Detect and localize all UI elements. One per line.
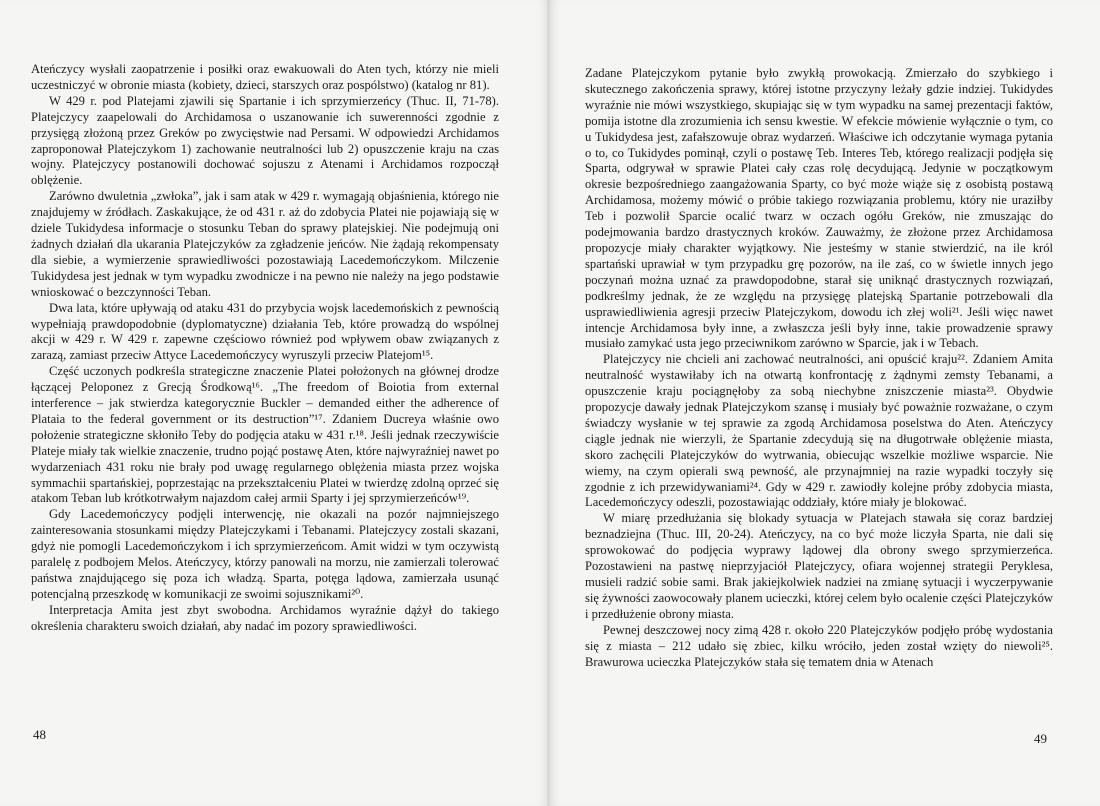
paragraph: W miarę przedłużania się blokady sytuacja w Platejach stawała się coraz bardziej beznadziejna (Thuc. III, 20-24). Ateńczycy, na co być może liczyła Sparta, nie dali się sprowokować do podjęcia wyprawy lądowej dla obrony swego sprzymierzeńca. Pozostawieni na pastwę nieprzyjaciół Platejczycy, ofiara wojennej strategii Peryklesa, musieli radzić sobie sami. Brak jakiejkolwiek nadziei na zmianę sytuacji i wyczerpywanie się żywności zaowocowały planem ucieczki, której celem było ocalenie części Platejczyków i przedłużenie obrony miasta. <box>585 511 1053 621</box>
paragraph: Platejczycy nie chcieli ani zachować neutralności, ani opuścić kraju²². Zdaniem Amita neutralność wystawiłaby ich na otwartą konfrontację z żądnymi zemsty Tebanami, a opuszczenie kraju pociągnęłoby za sobą niechybne zniszczenie miasta²³. Obydwie propozycje dawały jednak Platejczykom szansę i musiały być poważnie rozważane, o czym świadczy wysłanie w tej sprawie za zgodą Archidamosa poselstwa do Aten. Ateńczycy ciągle jednak nie wierzyli, że Spartanie zdecydują się na długotrwałe oblężenie miasta, skoro zachęcili Platejczyków do wytrwania, obiecując wszelkie możliwe wsparcie. Nie wiemy, na czym opierali swą pewność, ale przynajmniej na razie wypadki toczyły się zgodnie z ich przewidywaniami²⁴. Gdy w 429 r. zawiodły kolejne próby zdobycia miasta, Lacedemończycy odeszli, pozostawiając oddziały, które miały je blokować. <box>585 352 1053 510</box>
paragraph: Dwa lata, które upływają od ataku 431 do przybycia wojsk lacedemońskich z pewnością wypełniają prawdopodobnie (dyplomatyczne) działania Teb, które prowadzą do wspólnej akcji w 429 r. W 429 r. zapewne częściowo również pod wpływem obaw związanych z zarazą, zamiast przeciw Attyce Lacedemończycy wyruszyli przeciw Platejom¹⁵. <box>31 300 499 363</box>
paragraph: W 429 r. pod Platejami zjawili się Spartanie i ich sprzymierzeńcy (Thuc. II, 71-78). Platejczycy zaapelowali do Archidamosa o uszanowanie ich suwerenności zgodnie z przysięgą złożoną przez Greków po zwycięstwie nad Persami. W odpowiedzi Archidamos zaproponował Platejczykom 1) zachowanie neutralności lub 2) opuszczenie kraju na czas wojny. Platejczycy postanowili dochować sojuszu z Atenami i Archidamos rozpoczął oblężenie. <box>31 93 499 188</box>
book-gutter <box>547 0 550 806</box>
paragraph: Zadane Platejczykom pytanie było zwykłą prowokacją. Zmierzało do szybkiego i skutecznego zakończenia sprawy, której istotne przyczyny leżały gdzie indziej. Tukidydes wyraźnie nie mówi wszystkiego, skupiając się w tym wypadku na samej prezentacji faktów, pomija istotne dla zrozumienia ich sensu kwestie. W efekcie mówienie wyłącznie o tym, co u Tukidydesa jest, zafałszowuje obraz wydarzeń. Właściwe ich odczytanie wymaga pytania o to, co Tukidydes pominął, czyli o postawę Teb. Interes Teb, którego realizacji podjęła się Sparta, odgrywał w sprawie Platei cały czas rolę decydującą. Jedynie w początkowym okresie bezpośredniego zaangażowania Sparty, co być może wiąże się z osobistą postawą Archidamosa, możemy mówić o próbie takiego rozwiązania problemu, który nie uraziłby Teb i pozwolił Sparcie ocalić twarz w oczach ogółu Greków, nie zmuszając do podejmowania bardzo drastycznych kroków. Zauważmy, że złożone przez Archidamosa propozycje miały charakter wyjątkowy. Nie jesteśmy w stanie stwierdzić, na ile król spartański uprawiał w tym przypadku grę pozorów, na ile zaś, co w świetle innych jego poczynań można uznać za prawdopodobne, starał się uniknąć drastycznych rozwiązań, podkreślmy jednak, że ze względu na przysięgę platejską Spartanie potrzebowali dla usprawiedliwienia agresji przeciw Platejczykom, dowodu ich złej woli²¹. Jeśli więc nawet intencje Archidamosa były inne, a zwłaszcza jeśli były inne, takie prowadzenie sprawy musiało zamykać usta jego przeciwnikom zarówno w Sparcie, jak i w Tebach. <box>585 66 1053 351</box>
paragraph: Pewnej deszczowej nocy zimą 428 r. około 220 Platejczyków podjęło próbę wydostania się z miasta – 212 udało się zbiec, kilku wróciło, jeden został wzięty do niewoli²⁵. Brawurowa ucieczka Platejczyków stała się tematem dnia w Atenach <box>585 622 1053 669</box>
paragraph: Gdy Lacedemończycy podjęli interwencję, nie okazali na pozór najmniejszego zainteresowania stosunkami między Platejczykami i Tebanami. Platejczycy zostali skazani, gdyż nie pomogli Lacedemończykom i ich sprzymierzeńcom. Amit widzi w tym oczywistą paralelę z podbojem Melos. Ateńczycy, którzy panowali na morzu, nie zamierzali tolerować państwa znajdującego się poza ich władzą. Sparta, potęga lądowa, zamierzała usunąć potencjalną przeszkodę w komunikacji ze swoimi sojusznikami²⁰. <box>31 507 499 601</box>
paragraph: Zarówno dwuletnia „zwłoka”, jak i sam atak w 429 r. wymagają objaśnienia, którego nie znajdujemy w źródłach. Zaskakujące, że od 431 r. aż do zdobycia Platei nie pojawiają się w dziele Tukidydesa informacje o stosunku Teban do sprawy platejskiej. Nie podejmują oni żadnych działań dla ukarania Platejczyków za zgładzenie jeńców. Nie żądają rekompensaty dla siebie, a wymierzenie sprawiedliwości pozostawiają Lacedemończykom. Milczenie Tukidydesa jest jednak w tym wypadku zwodnicze i na pewno nie należy na jego podstawie wnioskować o bezczynności Teban. <box>31 189 499 299</box>
paragraph: Część uczonych podkreśla strategiczne znaczenie Platei położonych na głównej drodze łączącej Peloponez z Grecją Środkową¹⁶. „The freedom of Boiotia from external interference – jak stwierdza kategorycznie Buckler – demanded either the adherence of Plataia to the federal government or its destruction”¹⁷. Zdaniem Ducreya właśnie owo położenie strategiczne skłoniło Teby do podjęcia ataku w 431 r.¹⁸. Jeśli jednak rzeczywiście Plateje miały tak wielkie znaczenie, trudno pojąć postawę Aten, które najwyraźniej nawet po wydarzeniach 431 roku nie brały pod uwagę regularnego oblężenia miasta przez wojska symmachii spartańskiej, poprzestając na przekształceniu Platei w twierdzę zdolną oprzeć się atakom Teban lub krótkotrwałym najazdom całej armii Sparty i jej sprzymierzeńców¹⁹. <box>31 364 499 506</box>
right-page-text <box>585 66 1053 670</box>
page-number-right: 49 <box>1034 731 1047 746</box>
page-number-left: 48 <box>33 727 46 742</box>
paragraph: Interpretacja Amita jest zbyt swobodna. Archidamos wyraźnie dążył do takiego określenia charakteru swoich działań, aby nadać im pozory sprawiedliwości. <box>31 602 499 633</box>
paragraph: Ateńczycy wysłali zaopatrzenie i posiłki oraz ewakuowali do Aten tych, którzy nie mieli uczestniczyć w obronie miasta (kobiety, dzieci, starszych oraz pospólstwo) (katalog nr 81). <box>31 62 499 92</box>
left-page-text <box>31 62 499 635</box>
